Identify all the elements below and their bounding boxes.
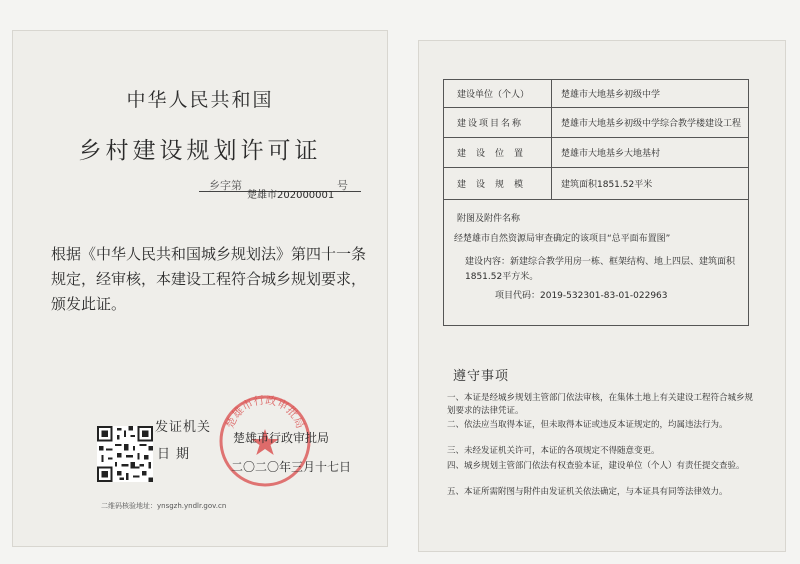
rule-item: 四、城乡规划主管部门依法有权查验本证，建设单位（个人）有责任提交查验。 — [447, 461, 745, 471]
project-code: 项目代码：2019-532301-83-01-022963 — [495, 291, 668, 301]
rule-item: 一、本证是经城乡规划主管部门依法审核，在集体土地上有关建设工程符合城乡规划要求的法律凭证。 — [447, 393, 754, 416]
table-label: 建设单位（个人） — [457, 90, 530, 100]
table-divider — [443, 137, 749, 138]
qr-caption: 二维码核验地址：ynsgzh.yndlr.gov.cn — [101, 502, 227, 510]
number-suffix: 号 — [337, 179, 348, 192]
table-value: 楚雄市大地基乡大地基村 — [561, 149, 661, 159]
certificate-title: 乡村建设规划许可证 — [78, 138, 322, 164]
qr-code-icon[interactable] — [97, 426, 153, 482]
seal-text: 楚雄市行政审批局 — [223, 393, 307, 431]
certificate-left-page — [12, 30, 388, 547]
table-label: 建设规模 — [457, 180, 534, 190]
certificate-number: 楚雄市202000001 — [247, 190, 335, 201]
issuer-name: 楚雄市行政审批局 — [233, 431, 330, 445]
rule-item: 三、未经发证机关许可，本证的各项规定不得随意变更。 — [447, 446, 660, 456]
issuer-label: 发证机关 — [155, 420, 212, 435]
attachment-content: 建设内容：新建综合教学用房一栋、框架结构、地上四层、建筑面积1851.52平方米。 — [465, 257, 736, 282]
table-divider — [443, 199, 749, 200]
certificate-body-text: 根据《中华人民共和国城乡规划法》第四十一条规定，经审核，本建设工程符合城乡规划要求，颁发此证。 — [51, 245, 367, 313]
rule-item: 二、依法应当取得本证，但未取得本证或违反本证规定的，均属违法行为。 — [447, 420, 728, 430]
table-border-top — [443, 79, 749, 80]
country-title: 中华人民共和国 — [126, 89, 274, 111]
table-border-bottom — [443, 325, 749, 326]
rules-title: 遵守事项 — [453, 369, 510, 384]
table-border-left — [443, 79, 444, 325]
table-label: 建设项目名称 — [457, 119, 524, 129]
table-border-right — [748, 79, 749, 325]
table-divider — [443, 167, 749, 168]
date-label: 日期 — [157, 447, 196, 462]
table-label: 建设位置 — [457, 149, 534, 159]
attachments-title: 附图及附件名称 — [457, 214, 521, 224]
table-value: 楚雄市大地基乡初级中学综合教学楼建设工程 — [561, 119, 742, 129]
issue-date: 二〇二〇年三月十七日 — [231, 460, 352, 474]
certificate-right-page — [418, 40, 786, 552]
table-value: 楚雄市大地基乡初级中学 — [561, 90, 661, 100]
number-prefix: 乡字第 — [209, 179, 242, 192]
rule-item: 五、本证所需附图与附件由发证机关依法确定，与本证具有同等法律效力。 — [447, 487, 728, 497]
table-column-divider — [551, 79, 552, 199]
table-value: 建筑面积1851.52平米 — [561, 180, 653, 190]
table-divider — [443, 107, 749, 108]
attachment-approval: 经楚雄市自然资源局审查确定的该项目“总平面布置图” — [454, 234, 671, 244]
